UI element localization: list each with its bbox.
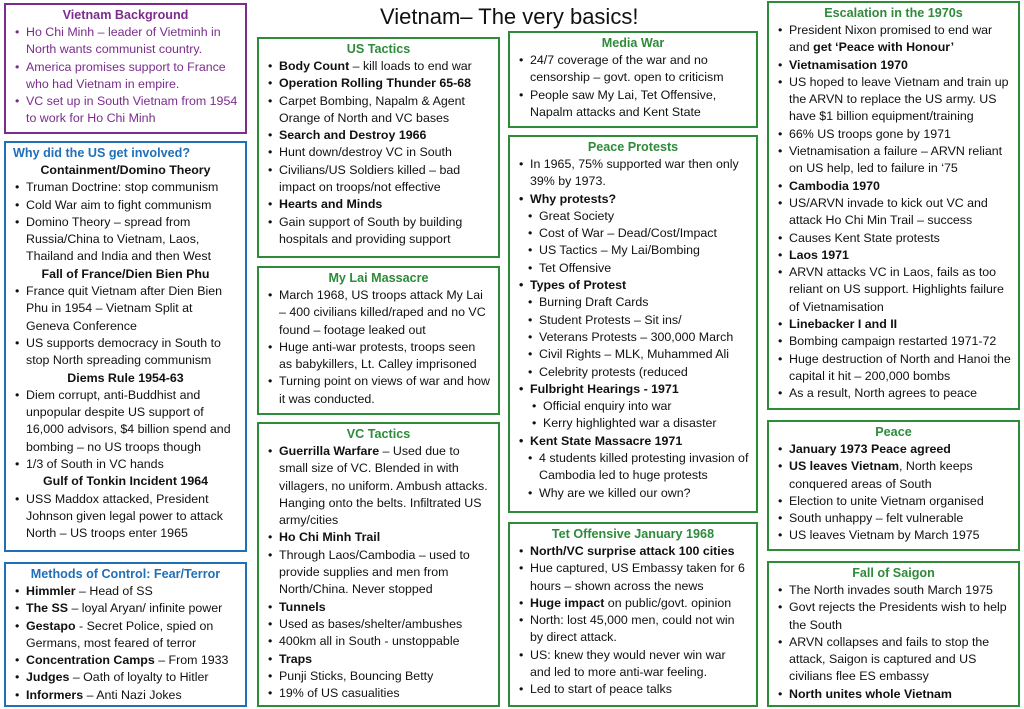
- escalation-item: • US hoped to leave Vietnam and train up the ARVN to replace the US army. US have $1 billion equipment/training: [776, 74, 1011, 126]
- saigon-item: • ARVN collapses and fails to stop the attack, Saigon is captured and US civilians flee ES embassy: [776, 634, 1011, 686]
- tactics-item: • Carpet Bombing, Napalm & Agent Orange of North and VC bases: [266, 93, 491, 128]
- protests-sub-item: • Celebrity protests (reduced: [517, 364, 749, 381]
- escalation-item: • President Nixon promised to end war and get ‘Peace with Honour’: [776, 22, 1011, 57]
- involvement-item: • Cold War aim to fight communism: [13, 197, 238, 214]
- escalation-item: • Vietnamisation a failure – ARVN reliant on US help, led to failure in ‘75: [776, 143, 1011, 178]
- media-war-box: [508, 31, 758, 128]
- tet-offensive-box: [508, 522, 758, 707]
- protests-sub-item: • Kerry highlighted war a disaster: [517, 415, 749, 432]
- tet-item: • Hue captured, US Embassy taken for 6 hours – shown across the news: [517, 560, 749, 595]
- involvement-item: • Domino Theory – spread from Russia/China to Vietnam, Laos, Thailand and India and then West: [13, 214, 238, 266]
- peace-protests-heading: Peace Protests: [587, 140, 679, 154]
- media-item: • 24/7 coverage of the war and no censorship – govt. open to criticism: [517, 52, 749, 87]
- protests-sub-item: • Great Society: [517, 208, 749, 225]
- saigon-item: • Govt rejects the Presidents wish to help the South: [776, 599, 1011, 634]
- tactics-item: • Hearts and Minds: [266, 196, 491, 213]
- peace-item: • US leaves Vietnam by March 1975: [776, 527, 1011, 544]
- control-item: • Concentration Camps – From 1933: [13, 652, 238, 669]
- tactics-item: • Hunt down/destroy VC in South: [266, 144, 491, 161]
- protests-sub-item: • Civil Rights – MLK, Muhammed Ali: [517, 346, 749, 363]
- vc-item: • Ho Chi Minh Trail: [266, 529, 491, 546]
- involvement-subheading: Containment/Domino Theory: [40, 163, 211, 177]
- peace-item: • South unhappy – felt vulnerable: [776, 510, 1011, 527]
- background-item: • America promises support to France who had Vietnam in empire.: [13, 59, 238, 94]
- protests-sub-item: • Official enquiry into war: [517, 398, 749, 415]
- my-lai-item: • Turning point on views of war and how it was conducted.: [266, 373, 491, 408]
- tet-item: • North/VC surprise attack 100 cities: [517, 543, 749, 560]
- vc-item: • 400km all in South - unstoppable: [266, 633, 491, 650]
- protests-subheading: • Fulbright Hearings - 1971: [517, 381, 749, 398]
- involvement-item: • France quit Vietnam after Dien Bien Phu in 1954 – Vietnam Split at Geneva Conference: [13, 283, 238, 335]
- media-war-heading: Media War: [601, 36, 665, 50]
- escalation-item: • Huge destruction of North and Hanoi the capital it hit – 200,000 bombs: [776, 351, 1011, 386]
- background-item: • Ho Chi Minh – leader of Vietminh in North wants communist country.: [13, 24, 238, 59]
- control-item: • The SS – loyal Aryan/ infinite power: [13, 600, 238, 617]
- protests-subheading: • Kent State Massacre 1971: [517, 433, 749, 450]
- my-lai-item: • Huge anti-war protests, troops seen as babykillers, Lt. Calley imprisoned: [266, 339, 491, 374]
- tet-item: • Led to start of peace talks: [517, 681, 749, 698]
- protests-sub-item: • Veterans Protests – 300,000 March: [517, 329, 749, 346]
- protests-sub-item: • Student Protests – Sit ins/: [517, 312, 749, 329]
- escalation-item: • Causes Kent State protests: [776, 230, 1011, 247]
- tactics-item: • Civilians/US Soldiers killed – bad impact on troops/not effective: [266, 162, 491, 197]
- tet-item: • US: knew they would never win war and led to more anti-war feeling.: [517, 647, 749, 682]
- protests-sub-item: • Burning Draft Cards: [517, 294, 749, 311]
- page-title: Vietnam– The very basics!: [380, 4, 639, 29]
- escalation-item: • ARVN attacks VC in Laos, fails as too reliant on US support. Highlights failure of Vietnamisation: [776, 264, 1011, 316]
- tactics-item: • Gain support of South by building hospitals and providing support: [266, 214, 491, 249]
- tet-item: • North: lost 45,000 men, could not win by direct attack.: [517, 612, 749, 647]
- vc-tactics-heading: VC Tactics: [346, 427, 411, 441]
- vc-tactics-box: [257, 422, 500, 707]
- peace-item: • Election to unite Vietnam organised: [776, 493, 1011, 510]
- involvement-subheading: Diems Rule 1954-63: [67, 370, 184, 385]
- my-lai-item: • March 1968, US troops attack My Lai – 400 civilians killed/raped and no VC found – footage leaked out: [266, 287, 491, 339]
- escalation-item: • 66% US troops gone by 1971: [776, 126, 1011, 143]
- escalation-item: • Linebacker I and II: [776, 316, 1011, 333]
- escalation-item: • As a result, North agrees to peace: [776, 385, 1011, 402]
- my-lai-box: [257, 266, 500, 415]
- tet-offensive-heading: Tet Offensive January 1968: [551, 527, 715, 541]
- us-involvement-heading: Why did the US get involved?: [13, 146, 191, 160]
- vc-item: • Tunnels: [266, 599, 491, 616]
- vc-item: • Used as bases/shelter/ambushes: [266, 616, 491, 633]
- tactics-item: • Search and Destroy 1966: [266, 127, 491, 144]
- my-lai-heading: My Lai Massacre: [328, 271, 429, 285]
- peace-heading: Peace: [875, 425, 912, 439]
- protests-sub-item: • Why are we killed our own?: [517, 485, 749, 502]
- us-tactics-heading: US Tactics: [346, 42, 411, 56]
- vc-item: • Guerrilla Warfare – Used due to small size of VC. Blended in with villagers, no uniform. Ambush attacks. Hanging onto the belts. Infiltrated US army/cities: [266, 443, 491, 529]
- vc-item: • Traps: [266, 651, 491, 668]
- protests-sub-item: • Cost of War – Dead/Cost/Impact: [517, 225, 749, 242]
- peace-protests-box: [508, 135, 758, 513]
- escalation-item: • US/ARVN invade to kick out VC and attack Ho Chi Min Trail – success: [776, 195, 1011, 230]
- escalation-box: [767, 1, 1020, 410]
- involvement-item: • Diem corrupt, anti-Buddhist and unpopular despite US support of 16,000 advisors, $4 billion spend and bombing – no US troops though: [13, 387, 238, 456]
- protests-subheading: • Types of Protest: [517, 277, 749, 294]
- methods-heading-sub: : Fear/Terror: [146, 567, 221, 581]
- peace-box: [767, 420, 1020, 551]
- involvement-subheading: Gulf of Tonkin Incident 1964: [43, 474, 208, 489]
- vc-item: • Punji Sticks, Bouncing Betty: [266, 668, 491, 685]
- protests-sub-item: • US Tactics – My Lai/Bombing: [517, 242, 749, 259]
- vietnam-background-heading: Vietnam Background: [62, 8, 189, 22]
- involvement-item: • US supports democracy in South to stop North spreading communism: [13, 335, 238, 370]
- us-involvement-box: [4, 141, 247, 552]
- protests-subheading: • Why protests?: [517, 191, 749, 208]
- involvement-item: • Truman Doctrine: stop communism: [13, 179, 238, 196]
- involvement-subheading: Fall of France/Dien Bien Phu: [41, 266, 210, 281]
- vc-item: • 19% of US casualities: [266, 685, 491, 702]
- involvement-item: • USS Maddox attacked, President Johnson given legal power to attack North – US troops enter 1965: [13, 491, 238, 543]
- media-item: • People saw My Lai, Tet Offensive, Napalm attacks and Kent State: [517, 87, 749, 122]
- background-item: • VC set up in South Vietnam from 1954 to work for Ho Chi Minh: [13, 93, 238, 128]
- control-item: • Informers – Anti Nazi Jokes: [13, 687, 238, 704]
- fall-of-saigon-heading: Fall of Saigon: [852, 566, 935, 580]
- escalation-heading: Escalation in the 1970s: [824, 6, 963, 20]
- control-item: • Gestapo - Secret Police, spied on Germans, most feared of terror: [13, 618, 238, 653]
- methods-of-control-heading: [13, 566, 238, 582]
- involvement-item: • 1/3 of South in VC hands: [13, 456, 238, 473]
- protests-sub-item: • Tet Offensive: [517, 260, 749, 277]
- tactics-item: • Body Count – kill loads to end war: [266, 58, 491, 75]
- saigon-item: • North unites whole Vietnam: [776, 686, 1011, 703]
- peace-item: • US leaves Vietnam, North keeps conquered areas of South: [776, 458, 1011, 493]
- us-tactics-box: [257, 37, 500, 258]
- escalation-item: • Laos 1971: [776, 247, 1011, 264]
- vc-item: • Through Laos/Cambodia – used to provide supplies and men from North/China. Never stopped: [266, 547, 491, 599]
- saigon-item: • The North invades south March 1975: [776, 582, 1011, 599]
- fall-of-saigon-box: [767, 561, 1020, 707]
- control-item: • Himmler – Head of SS: [13, 583, 238, 600]
- escalation-item: • Cambodia 1970: [776, 178, 1011, 195]
- peace-item: • January 1973 Peace agreed: [776, 441, 1011, 458]
- escalation-item: • Vietnamisation 1970: [776, 57, 1011, 74]
- protests-item: • In 1965, 75% supported war then only 39% by 1973.: [517, 156, 749, 191]
- tactics-item: • Operation Rolling Thunder 65-68: [266, 75, 491, 92]
- tet-item: • Huge impact on public/govt. opinion: [517, 595, 749, 612]
- methods-of-control-box: [4, 562, 247, 707]
- vietnam-background-box: [4, 3, 247, 134]
- control-item: • Judges – Oath of loyalty to Hitler: [13, 669, 238, 686]
- protests-sub-item: • 4 students killed protesting invasion of Cambodia led to huge protests: [517, 450, 749, 485]
- escalation-item: • Bombing campaign restarted 1971-72: [776, 333, 1011, 350]
- methods-heading-main: Methods of Control: [30, 567, 147, 581]
